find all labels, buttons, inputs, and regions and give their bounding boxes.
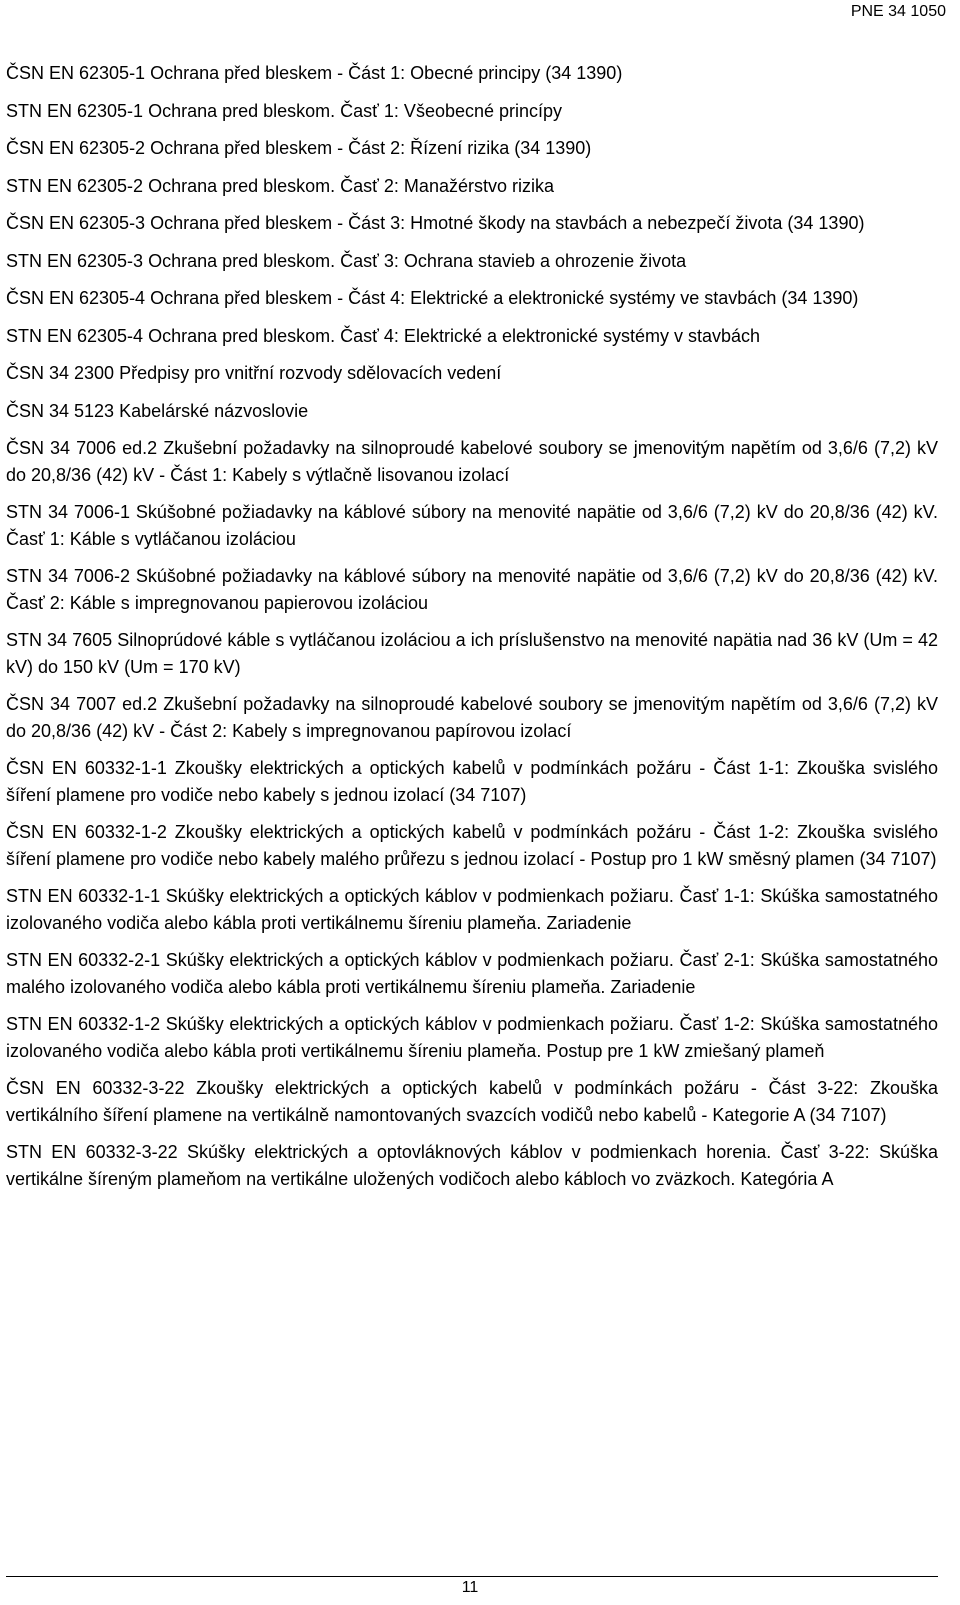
reference-entry: STN EN 62305-2 Ochrana pred bleskom. Časť 2: Manažérstvo rizika [6, 175, 554, 196]
reference-entry: ČSN 34 7006 ed.2 Zkušební požadavky na silnoproudé kabelové soubory se jmenovitým napětím od 3,6/6 (7,2) kV do 20,8/36 (42) kV - Část 1: Kabely s výtlačně lisovanou izolací [6, 438, 938, 485]
page-number: 11 [461, 1579, 479, 1596]
footer-divider [6, 1576, 938, 1577]
reference-entry: STN EN 62305-3 Ochrana pred bleskom. Časť 3: Ochrana stavieb a ohrozenie života [6, 250, 687, 271]
document-code: PNE 34 1050 [850, 3, 946, 20]
reference-entry: ČSN 34 7007 ed.2 Zkušební požadavky na silnoproudé kabelové soubory se jmenovitým napětím od 3,6/6 (7,2) kV do 20,8/36 (42) kV - Část 2: Kabely s impregnovanou papírovou izolací [6, 694, 938, 741]
reference-entry: STN EN 60332-2-1 Skúšky elektrických a optických káblov v podmienkach požiaru. Časť 2-1: Skúška samostatného malého izolovaného vodiča alebo kábla proti vertikálnemu šíreniu plameňa. Zariadenie [6, 950, 938, 997]
reference-entry: ČSN EN 62305-3 Ochrana před bleskem - Část 3: Hmotné škody na stavbách a nebezpečí života (34 1390) [6, 213, 865, 233]
reference-entry: STN 34 7605 Silnoprúdové káble s vytláčanou izoláciou a ich príslušenstvo na menovité napätia nad 36 kV (Um = 42 kV) do 150 kV (Um = 170 kV) [6, 630, 938, 677]
reference-entry: STN 34 7006-2 Skúšobné požiadavky na káblové súbory na menovité napätie od 3,6/6 (7,2) kV do 20,8/36 (42) kV. Časť 2: Káble s impregnovanou papierovou izoláciou [6, 566, 938, 613]
reference-entry: ČSN EN 62305-4 Ochrana před bleskem - Část 4: Elektrické a elektronické systémy ve stavbách (34 1390) [6, 288, 859, 308]
reference-entry: ČSN EN 60332-3-22 Zkoušky elektrických a optických kabelů v podmínkách požáru - Část 3-22: Zkouška vertikálního šíření plamene na vertikálně namontovaných svazcích vodičů nebo kabelů - Kategorie A (34 7107) [6, 1078, 938, 1125]
reference-entry: STN EN 60332-3-22 Skúšky elektrických a optovláknových káblov v podmienkach horenia. Časť 3-22: Skúška vertikálne šíreným plameňom na vertikálne uložených vodičoch alebo kábloch vo zväzkoch. Kategória A [6, 1142, 938, 1189]
reference-entry: ČSN EN 62305-1 Ochrana před bleskem - Část 1: Obecné principy (34 1390) [6, 63, 623, 83]
reference-entry: ČSN 34 2300 Předpisy pro vnitřní rozvody sdělovacích vedení [6, 363, 502, 383]
reference-entry: STN EN 62305-4 Ochrana pred bleskom. Časť 4: Elektrické a elektronické systémy v stavbách [6, 325, 761, 346]
reference-entry: STN 34 7006-1 Skúšobné požiadavky na káblové súbory na menovité napätie od 3,6/6 (7,2) kV do 20,8/36 (42) kV. Časť 1: Káble s vytláčanou izoláciou [6, 502, 938, 549]
reference-entry: ČSN 34 5123 Kabelárské názvoslovie [6, 400, 309, 421]
reference-entry: STN EN 62305-1 Ochrana pred bleskom. Časť 1: Všeobecné princípy [6, 100, 563, 121]
reference-entry: STN EN 60332-1-2 Skúšky elektrických a optických káblov v podmienkach požiaru. Časť 1-2: Skúška samostatného izolovaného vodiča alebo kábla proti vertikálnemu šíreniu plameňa. Postup pre 1 kW zmiešaný plameň [6, 1014, 938, 1061]
reference-entry: ČSN EN 62305-2 Ochrana před bleskem - Část 2: Řízení rizika (34 1390) [6, 138, 592, 158]
reference-entry: ČSN EN 60332-1-1 Zkoušky elektrických a optických kabelů v podmínkách požáru - Část 1-1: Zkouška svislého šíření plamene pro vodiče nebo kabely s jednou izolací (34 7107) [6, 758, 938, 805]
reference-entry: ČSN EN 60332-1-2 Zkoušky elektrických a optických kabelů v podmínkách požáru - Část 1-2: Zkouška svislého šíření plamene pro vodiče nebo kabely malého průřezu s jednou izolací - Postup pro 1 kW směsný plamen (34 7107) [6, 822, 938, 869]
reference-entry: STN EN 60332-1-1 Skúšky elektrických a optických káblov v podmienkach požiaru. Časť 1-1: Skúška samostatného izolovaného vodiča alebo kábla proti vertikálnemu šíreniu plameňa. Zariadenie [6, 886, 938, 933]
reference-list [6, 60, 938, 1203]
